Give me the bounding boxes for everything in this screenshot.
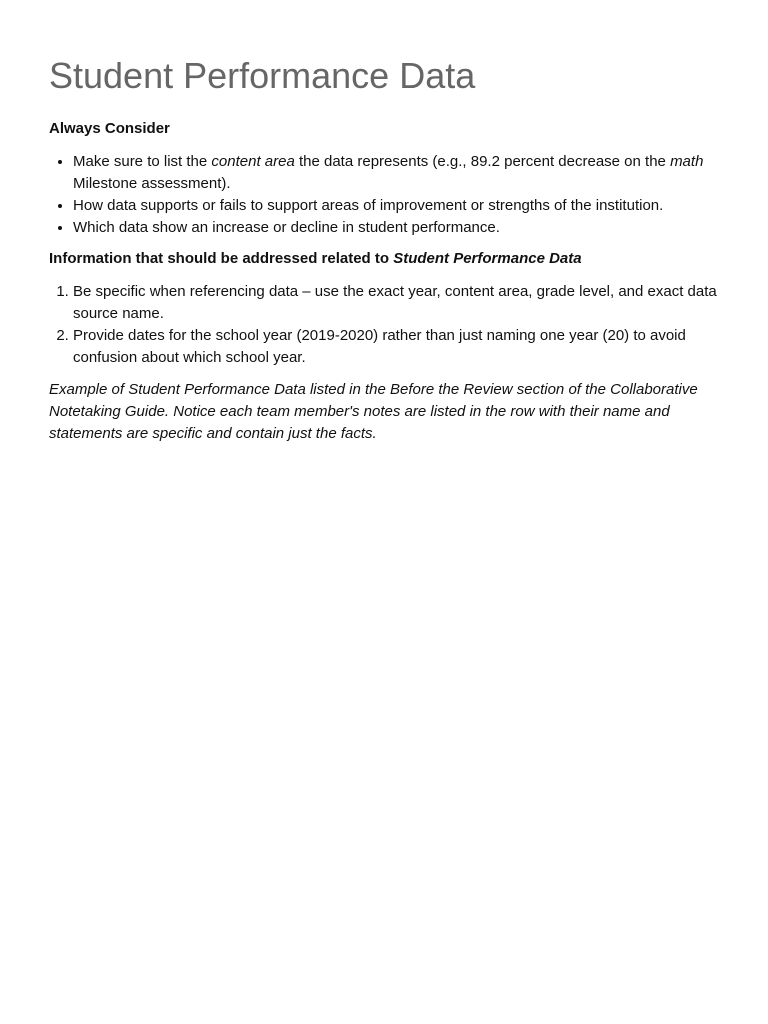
math-emphasis: math [670,153,704,170]
information-heading-emphasis: Student Performance Data [393,250,582,267]
list-item: • Make sure to list the content area the data represents (e.g., 89.2 percent decrease on the math Milestone assessment). [73,151,728,195]
always-consider-list [49,151,728,239]
list-item: 1. Be specific when referencing data – use the exact year, content area, grade level, and exact data source name. [73,281,728,325]
content-area-emphasis: content area [211,153,295,170]
information-list [49,281,728,369]
page-title: Student Performance Data [49,55,476,96]
list-item: • Which data show an increase or decline in student performance. [73,217,728,239]
list-item: • How data supports or fails to support areas of improvement or strengths of the institution. [73,195,728,217]
example-caption: Example of Student Performance Data listed in the Before the Review section of the Collaborative Notetaking Guide. Notice each team member's notes are listed in the row with their name and statements are specific and contain just the facts. [49,381,698,442]
always-consider-heading: Always Consider [49,120,170,137]
information-heading: Information that should be addressed related to Student Performance Data [49,250,582,267]
list-item: 2. Provide dates for the school year (2019-2020) rather than just naming one year (20) to avoid confusion about which school year. [73,325,728,369]
